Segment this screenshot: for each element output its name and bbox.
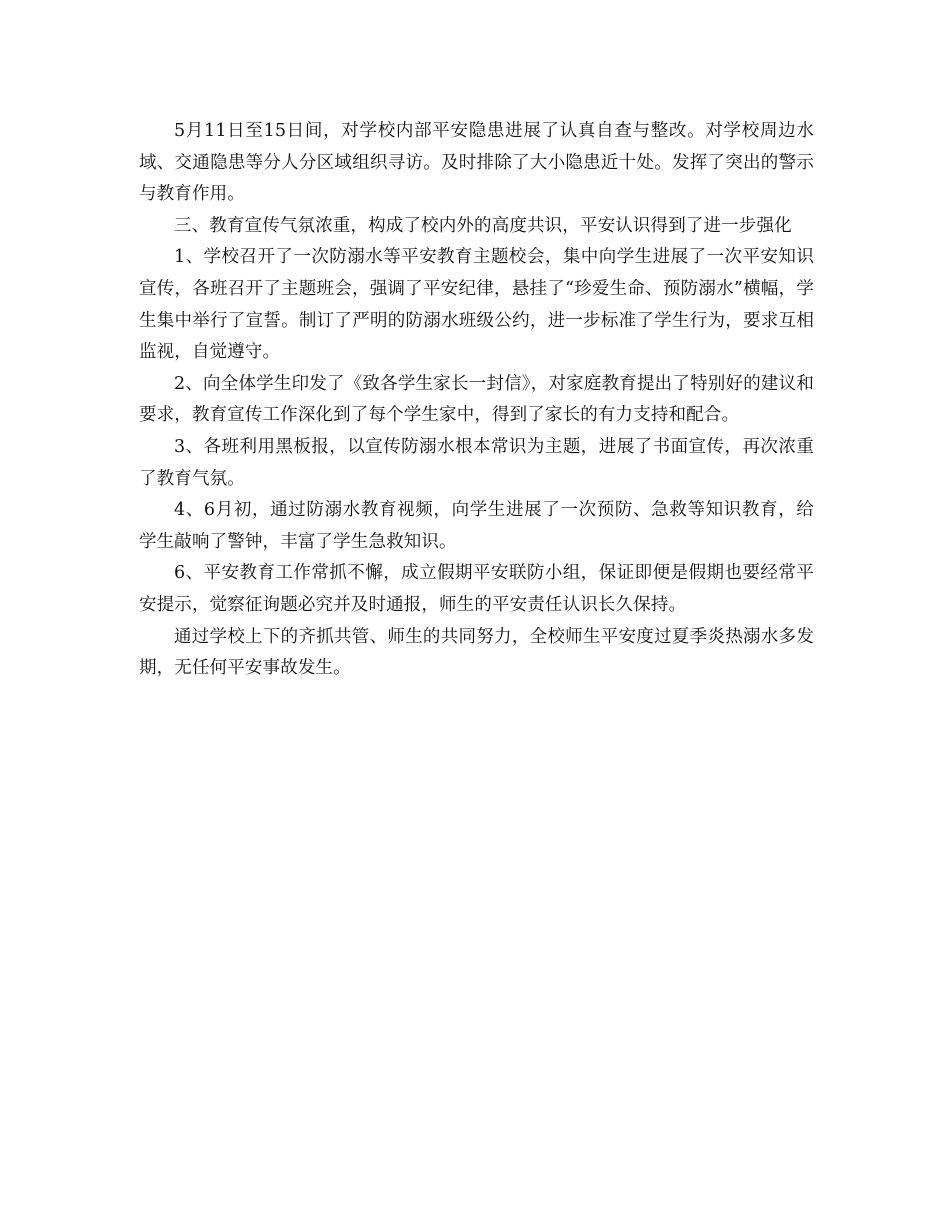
paragraph-hazard-inspection: 5月11日至15日间，对学校内部平安隐患进展了认真自查与整改。对学校周边水域、交通隐患等分人分区域组织寻访。及时排除了大小隐患近十处。发挥了突出的警示与教育作用。 [139, 121, 814, 205]
paragraph-item-2-parent-letter: 2、向全体学生印发了《致各学生家长一封信》，对家庭教育提出了特别好的建议和要求，教育宣传工作深化到了每个学生家中，得到了家长的有力支持和配合。 [139, 373, 814, 426]
section-heading-education-publicity: 三、教育宣传气氛浓重，构成了校内外的高度共识，平安认识得到了进一步强化 [174, 215, 792, 236]
paragraph-item-1-assembly: 1、学校召开了一次防溺水等平安教育主题校会，集中向学生进展了一次平安知识宣传，各班召开了主题班会，强调了平安纪律，悬挂了“珍爱生命、预防溺水”横幅，学生集中举行了宣誓。制订了严明的防溺水班级公约，进一步标准了学生行为，要求互相监视，自觉遵守。 [139, 247, 814, 363]
paragraph-item-6-ongoing-safety: 6、平安教育工作常抓不懈，成立假期平安联防小组，保证即便是假期也要经常平安提示，觉察征询题必究并及时通报，师生的平安责任认识长久保持。 [139, 563, 814, 615]
document-body [139, 116, 814, 685]
paragraph-conclusion: 通过学校上下的齐抓共管、师生的共同努力，全校师生平安度过夏季炎热溺水多发期，无任何平安事故发生。 [139, 626, 814, 679]
paragraph-item-3-blackboard: 3、各班利用黑板报，以宣传防溺水根本常识为主题，进展了书面宣传，再次浓重了教育气氛。 [139, 436, 814, 489]
paragraph-item-4-video-education: 4、6月初，通过防溺水教育视频，向学生进展了一次预防、急救等知识教育，给学生敲响了警钟，丰富了学生急救知识。 [139, 500, 814, 552]
